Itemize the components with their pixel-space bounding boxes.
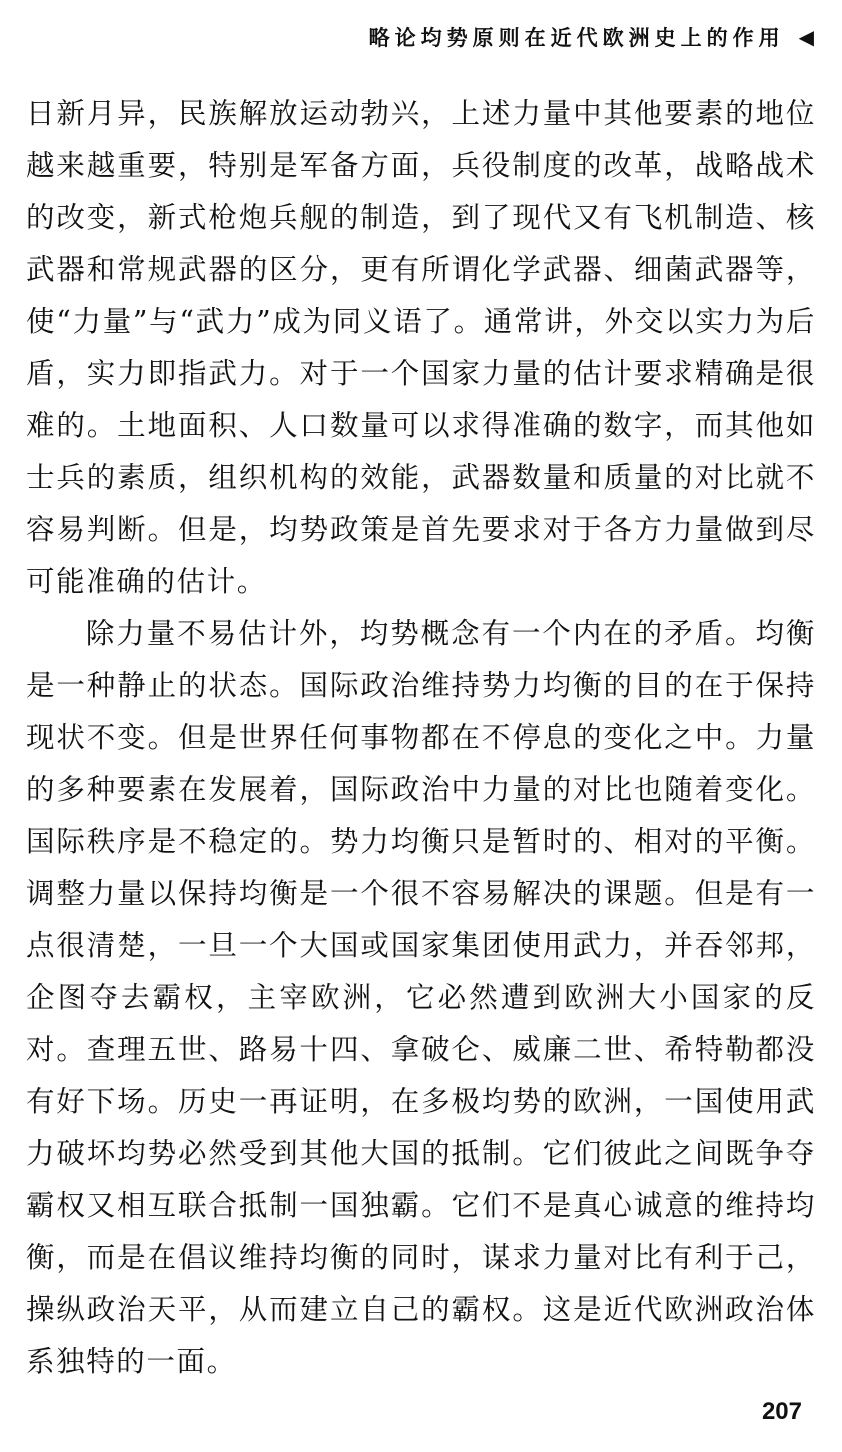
page-number: 207 <box>761 1398 802 1425</box>
running-title: 略论均势原则在近代欧洲史上的作用 <box>368 26 785 50</box>
body-text <box>26 88 816 1388</box>
paragraph: 除力量不易估计外，均势概念有一个内在的矛盾。均衡是一种静止的状态。国际政治维持势力均衡的目的在于保持现状不变。但是世界任何事物都在不停息的变化之中。力量的多种要素在发展着，国际政治中力量的对比也随着变化。国际秩序是不稳定的。势力均衡只是暂时的、相对的平衡。调整力量以保持均衡是一个很不容易解决的课题。但是有一点很清楚，一旦一个大国或国家集团使用武力，并吞邻邦，企图夺去霸权，主宰欧洲，它必然遭到欧洲大小国家的反对。查理五世、路易十四、拿破仑、威廉二世、希特勒都没有好下场。历史一再证明，在多极均势的欧洲，一国使用武力破坏均势必然受到其他大国的抵制。它们彼此之间既争夺霸权又相互联合抵制一国独霸。它们不是真心诚意的维持均衡，而是在倡议维持均衡的同时，谋求力量对比有利于己，操纵政治天平，从而建立自己的霸权。这是近代欧洲政治体系独特的一面。 <box>26 617 816 1378</box>
running-header <box>369 22 814 52</box>
left-arrow-icon: ◀ <box>798 25 814 49</box>
paragraph-continued: 日新月异，民族解放运动勃兴，上述力量中其他要素的地位越来越重要，特别是军备方面，兵役制度的改革，战略战术的改变，新式枪炮兵舰的制造，到了现代又有飞机制造、核武器和常规武器的区分，更有所谓化学武器、细菌武器等，使“力量”与“武力”成为同义语了。通常讲，外交以实力为后盾，实力即指武力。对于一个国家力量的估计要求精确是很难的。土地面积、人口数量可以求得准确的数字，而其他如士兵的素质，组织机构的效能，武器数量和质量的对比就不容易判断。但是，均势政策是首先要求对于各方力量做到尽可能准确的估计。 <box>26 97 816 598</box>
